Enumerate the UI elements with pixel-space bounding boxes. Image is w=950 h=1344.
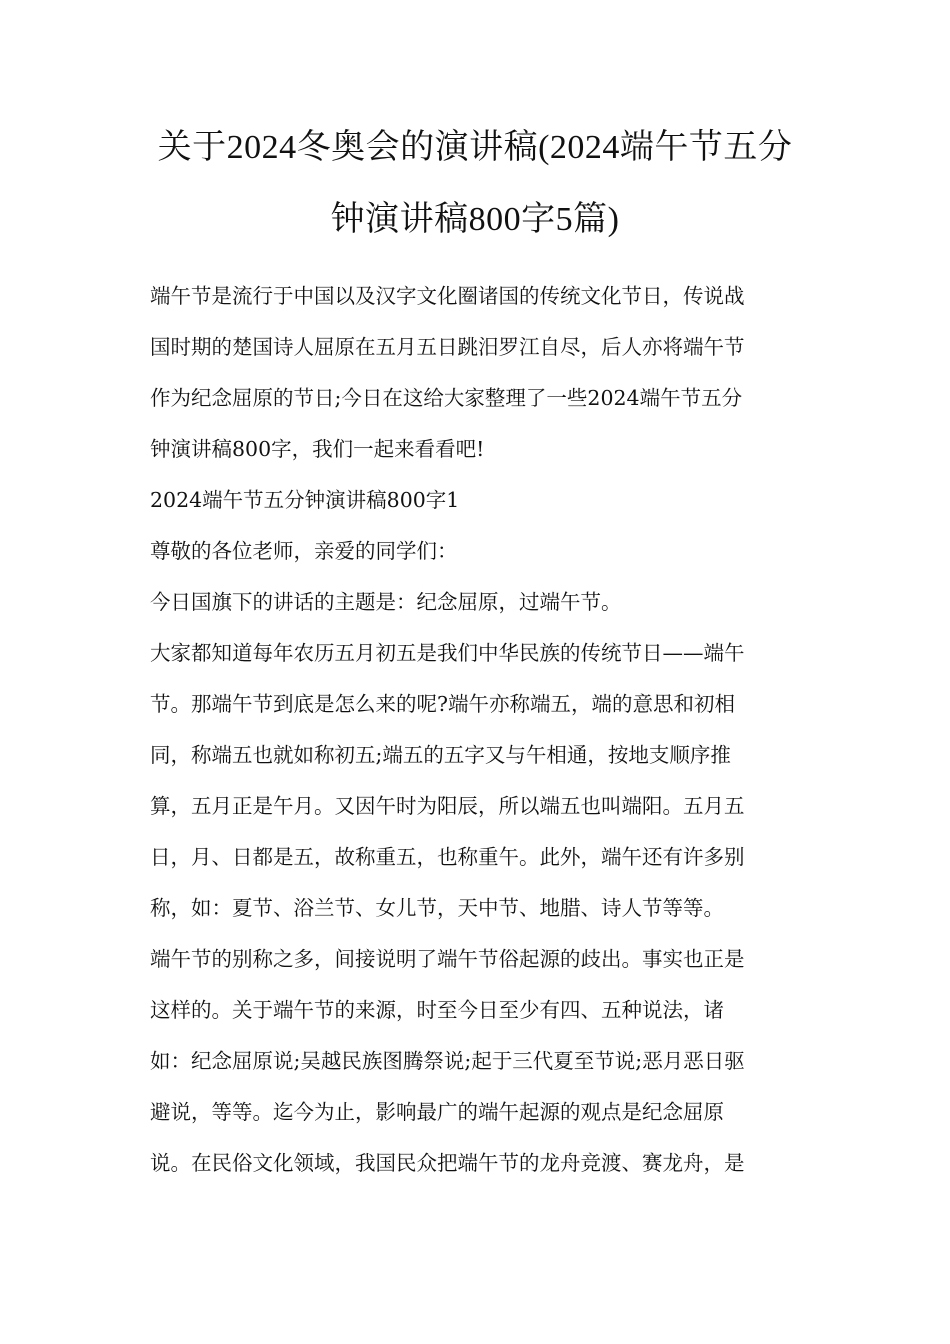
- title-line: 钟演讲稿800字5篇): [330, 201, 620, 238]
- body-line: 今日国旗下的讲话的主题是：纪念屈原，过端午节。: [150, 590, 622, 614]
- section-heading: 2024端午节五分钟演讲稿800字1: [150, 488, 460, 512]
- body-line: 钟演讲稿800字，我们一起来看看吧!: [150, 437, 485, 461]
- body-line: 这样的。关于端午节的来源，时至今日至少有四、五种说法，诸: [150, 998, 724, 1022]
- body-line: 避说，等等。迄今为止，影响最广的端午起源的观点是纪念屈原: [150, 1100, 724, 1124]
- body-line: 端午节是流行于中国以及汉字文化圈诸国的传统文化节日，传说战: [150, 284, 745, 308]
- body-line: 如：纪念屈原说;吴越民族图腾祭说;起于三代夏至节说;恶月恶日驱: [150, 1049, 745, 1073]
- body-line: 节。那端午节到底是怎么来的呢?端午亦称端五，端的意思和初相: [150, 692, 735, 716]
- body-line: 大家都知道每年农历五月初五是我们中华民族的传统节日——端午: [150, 641, 745, 665]
- body-line: 算，五月正是午月。又因午时为阳辰，所以端五也叫端阳。五月五: [150, 794, 745, 818]
- title-line: 关于2024冬奥会的演讲稿(2024端午节五分: [157, 129, 793, 166]
- body-line: 同，称端五也就如称初五;端五的五字又与午相通，按地支顺序推: [150, 743, 731, 767]
- body-line: 国时期的楚国诗人屈原在五月五日跳汨罗江自尽，后人亦将端午节: [150, 335, 745, 359]
- body-line: 尊敬的各位老师，亲爱的同学们：: [150, 539, 458, 563]
- body-line: 端午节的别称之多，间接说明了端午节俗起源的歧出。事实也正是: [150, 947, 745, 971]
- document-title: [120, 112, 830, 256]
- body-line: 称，如：夏节、浴兰节、女儿节，天中节、地腊、诗人节等等。: [150, 896, 724, 920]
- body-line: 说。在民俗文化领域，我国民众把端午节的龙舟竞渡、赛龙舟，是: [150, 1151, 745, 1175]
- document-body: [150, 271, 800, 1189]
- body-line: 日，月、日都是五，故称重五，也称重午。此外，端午还有许多别: [150, 845, 745, 869]
- body-line: 作为纪念屈原的节日;今日在这给大家整理了一些2024端午节五分: [150, 386, 743, 410]
